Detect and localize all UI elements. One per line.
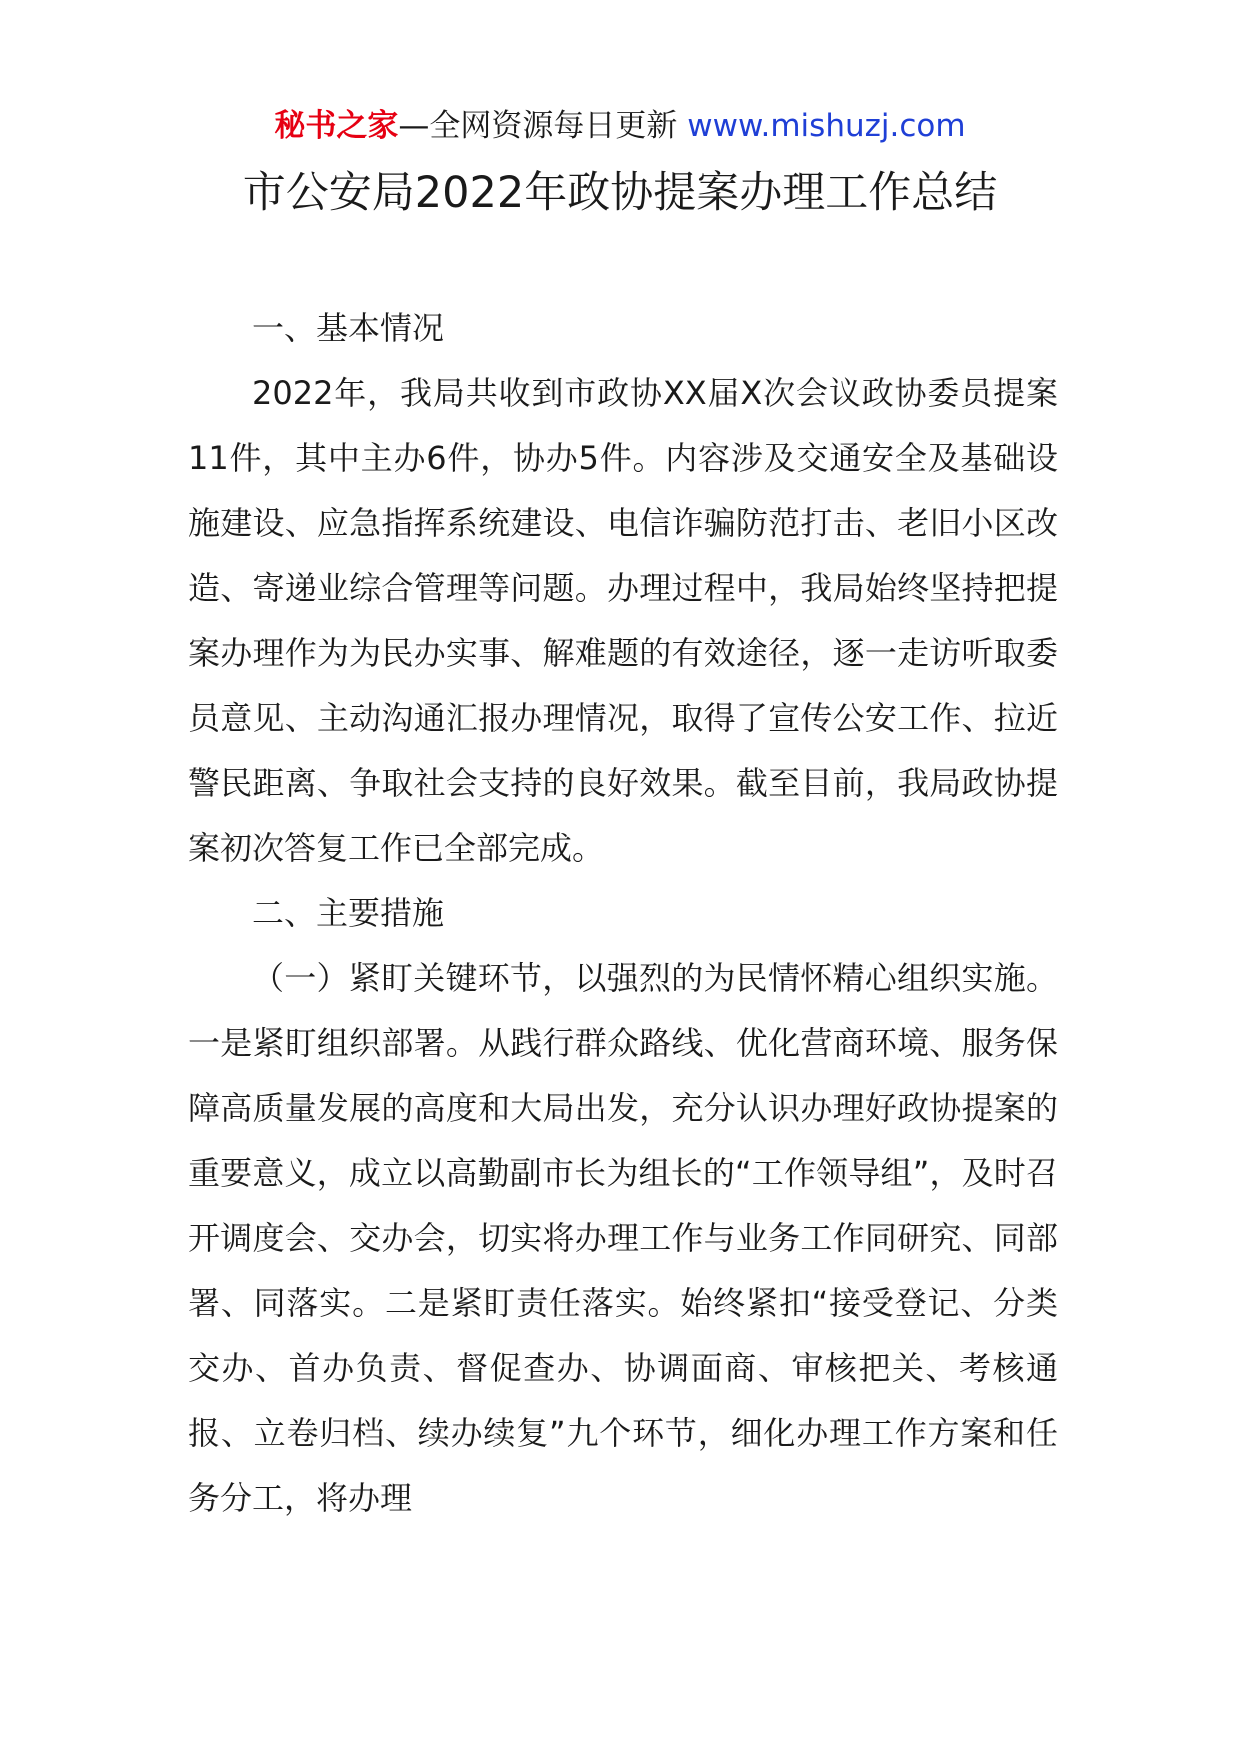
document-body [188, 296, 1058, 1531]
document-title: 市公安局2022年政协提案办理工作总结 [242, 168, 998, 218]
section-heading-basic: 一、基本情况 [252, 309, 445, 347]
paragraph-basic-situation: 2022年，我局共收到市政协XX届X次会议政协委员提案11件，其中主办6件，协办5件。内容涉及交通安全及基础设施建设、应急指挥系统建设、电信诈骗防范打击、老旧小区改造、寄递业综合管理等问题。办理过程中，我局始终坚持把提案办理作为为民办实事、解难题的有效途径，逐一走访听取委员意见、主动沟通汇报办理情况，取得了宣传公安工作、拉近警民距离、争取社会支持的良好效果。截至目前，我局政协提案初次答复工作已全部完成。 [188, 374, 1058, 867]
section-heading-measures: 二、主要措施 [252, 894, 445, 932]
site-slogan: —全网资源每日更新 [398, 108, 688, 144]
site-url[interactable]: www.mishuzj.com [687, 108, 966, 144]
site-brand: 秘书之家 [274, 108, 399, 144]
paragraph-measures-1: （一）紧盯关键环节，以强烈的为民情怀精心组织实施。一是紧盯组织部署。从践行群众路线、优化营商环境、服务保障高质量发展的高度和大局出发，充分认识办理好政协提案的重要意义，成立以高勤副市长为组长的“工作领导组”，及时召开调度会、交办会，切实将办理工作与业务工作同研究、同部署、同落实。二是紧盯责任落实。始终紧扣“接受登记、分类交办、首办负责、督促查办、协调面商、审核把关、考核通报、立卷归档、续办续复”九个环节，细化办理工作方案和任务分工，将办理 [188, 959, 1058, 1517]
site-header [0, 104, 1240, 148]
